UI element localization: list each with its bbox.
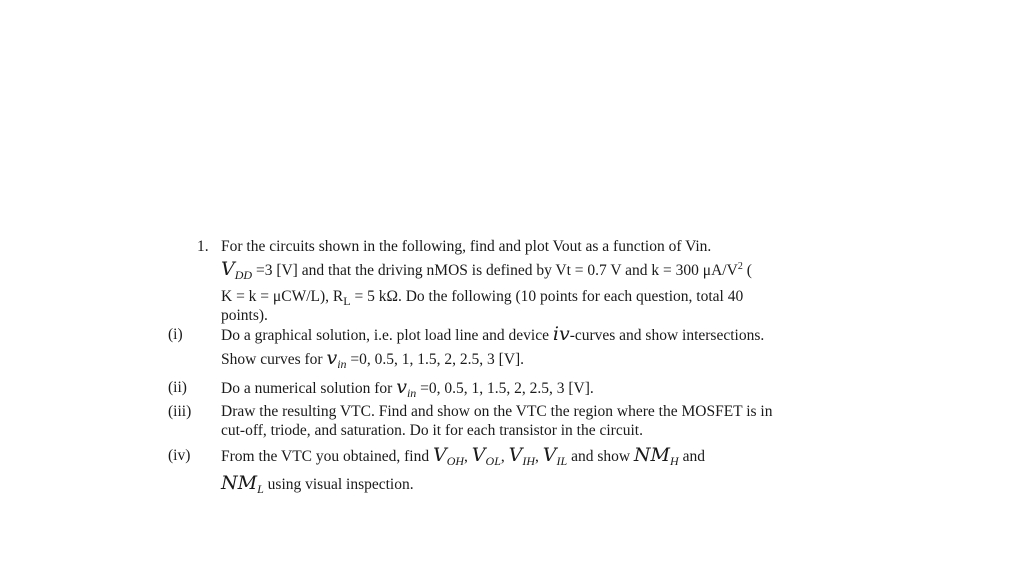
part-ii-label: (ii)	[168, 379, 187, 396]
k-definition-b: = 5 kΩ. Do the following (10 points for each question, total 40	[350, 288, 744, 305]
part-iv-line2	[221, 474, 414, 494]
sep-1: ,	[464, 448, 472, 465]
k-definition-a: K = k = μCW/L), R	[221, 288, 344, 305]
part-i-line2-pre: Show curves for	[221, 351, 327, 368]
k-definition-line	[221, 287, 743, 306]
part-iv-label: (iv)	[168, 447, 191, 464]
vdd-tail: (	[742, 262, 752, 279]
rl-subscript: L	[343, 294, 351, 308]
nmh-sub: H	[670, 454, 679, 468]
part-ii-vin: v	[396, 376, 407, 398]
part-iii-line2: cut-off, triode, and saturation. Do it for each transistor in the circuit.	[221, 422, 643, 439]
nml-symbol: NM	[221, 472, 258, 494]
part-iv-line1	[221, 446, 705, 466]
part-i-line2	[221, 349, 524, 369]
part-iv-line2-tail: using visual inspection.	[263, 476, 414, 493]
nml-sub: L	[257, 482, 264, 496]
vdd-description: =3 [V] and that the driving nMOS is defined by Vt = 0.7 V and k = 300 μA/V	[252, 262, 738, 279]
vol-sub: OL	[485, 454, 501, 468]
and-text: and	[678, 448, 705, 465]
part-i-iv: iv	[552, 323, 570, 345]
part-i-text: Do a graphical solution, i.e. plot load line and device	[221, 327, 553, 344]
part-i-line2-tail: =0, 0.5, 1, 1.5, 2, 2.5, 3 [V].	[346, 351, 525, 368]
problem-number: 1.	[197, 238, 209, 255]
voh-symbol: V	[432, 444, 447, 466]
part-ii-vin-sub: in	[406, 386, 417, 400]
part-ii-pre: Do a numerical solution for	[221, 380, 397, 397]
voh-sub: OH	[446, 454, 465, 468]
nmh-symbol: NM	[633, 444, 671, 466]
vdd-superscript: 2	[737, 261, 743, 272]
part-ii-line1	[221, 378, 594, 398]
vol-symbol: V	[471, 444, 486, 466]
sep-3: ,	[535, 448, 543, 465]
vdd-symbol: V	[221, 258, 235, 280]
part-i-line1	[221, 325, 764, 345]
vil-symbol: V	[542, 444, 557, 466]
vih-sub: IH	[522, 454, 536, 468]
part-i-vin-sub: in	[337, 357, 347, 371]
part-iv-pre: From the VTC you obtained, find	[221, 448, 433, 465]
points-line: points).	[221, 307, 268, 324]
vil-sub: IL	[556, 454, 568, 468]
part-iii-label: (iii)	[168, 403, 192, 420]
part-i-text-tail: -curves and show intersections.	[569, 327, 765, 344]
part-i-label: (i)	[168, 326, 183, 343]
vdd-subscript: DD	[234, 268, 253, 282]
vih-symbol: V	[508, 444, 523, 466]
part-iii-line1: Draw the resulting VTC. Find and show on the VTC the region where the MOSFET is in	[221, 403, 773, 420]
sep-2: ,	[500, 448, 509, 465]
part-ii-tail: =0, 0.5, 1, 1.5, 2, 2.5, 3 [V].	[416, 380, 594, 397]
and-show-text: and show	[567, 448, 634, 465]
vdd-line	[221, 260, 752, 280]
problem-intro: For the circuits shown in the following, find and plot Vout as a function of Vin.	[221, 238, 712, 255]
part-i-vin: v	[326, 347, 338, 369]
